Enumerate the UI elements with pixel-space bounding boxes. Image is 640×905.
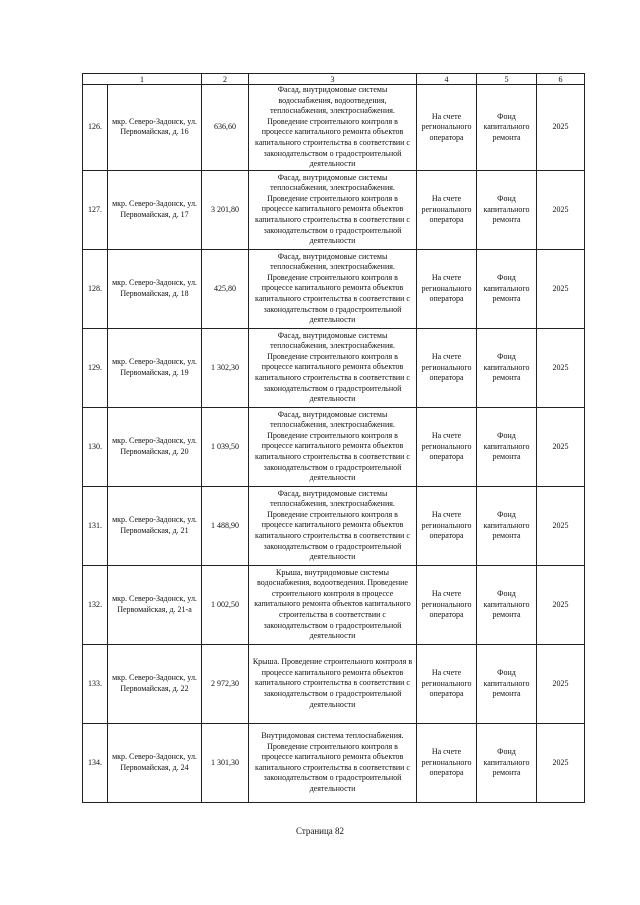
table-row xyxy=(83,486,585,565)
column-header-5: 5 xyxy=(477,74,537,85)
row-account: На счете регионального оператора xyxy=(417,407,477,486)
row-year: 2025 xyxy=(537,328,585,407)
repair-program-table xyxy=(82,73,585,803)
row-account: На счете регионального оператора xyxy=(417,249,477,328)
column-header-1: 1 xyxy=(83,74,202,85)
row-year: 2025 xyxy=(537,249,585,328)
row-area: 3 201,80 xyxy=(202,170,249,249)
row-area: 1 301,30 xyxy=(202,723,249,802)
row-year: 2025 xyxy=(537,723,585,802)
row-works: Крыша, внутридомовые системы водоснабжения, водоотведения. Проведение строительного контроля в процессе капитального ремонта объектов капитального строительства в соответствии с законодательством о градостроительной деятельности xyxy=(249,565,417,644)
row-fund: Фонд капитального ремонта xyxy=(477,249,537,328)
row-fund: Фонд капитального ремонта xyxy=(477,565,537,644)
row-area: 1 488,90 xyxy=(202,486,249,565)
row-works: Внутридомовая система теплоснабжения. Проведение строительного контроля в процессе капитального ремонта объектов капитального строительства в соответствии с законодательством о градостроительной деятельности xyxy=(249,723,417,802)
row-works: Фасад, внутридомовые системы теплоснабжения, электроснабжения. Проведение строительного контроля в процессе капитального ремонта объектов капитального строительства в соответствии с законодательством о градостроительной деятельности xyxy=(249,170,417,249)
row-fund: Фонд капитального ремонта xyxy=(477,407,537,486)
row-account: На счете регионального оператора xyxy=(417,328,477,407)
row-year: 2025 xyxy=(537,565,585,644)
row-area: 1 302,30 xyxy=(202,328,249,407)
row-account: На счете регионального оператора xyxy=(417,644,477,723)
row-number: 129. xyxy=(83,328,108,407)
row-address: мкр. Северо-Задонск, ул. Первомайская, д. 20 xyxy=(108,407,202,486)
row-number: 132. xyxy=(83,565,108,644)
row-year: 2025 xyxy=(537,486,585,565)
row-address: мкр. Северо-Задонск, ул. Первомайская, д. 21 xyxy=(108,486,202,565)
row-number: 130. xyxy=(83,407,108,486)
row-number: 127. xyxy=(83,170,108,249)
table-row xyxy=(83,328,585,407)
row-address: мкр. Северо-Задонск, ул. Первомайская, д. 19 xyxy=(108,328,202,407)
row-address: мкр. Северо-Задонск, ул. Первомайская, д. 24 xyxy=(108,723,202,802)
row-year: 2025 xyxy=(537,85,585,171)
row-number: 134. xyxy=(83,723,108,802)
column-header-6: 6 xyxy=(537,74,585,85)
row-year: 2025 xyxy=(537,407,585,486)
row-works: Крыша. Проведение строительного контроля в процессе капитального ремонта объектов капитального строительства в соответствии с законодательством о градостроительной деятельности xyxy=(249,644,417,723)
row-fund: Фонд капитального ремонта xyxy=(477,644,537,723)
row-address: мкр. Северо-Задонск, ул. Первомайская, д. 22 xyxy=(108,644,202,723)
row-works: Фасад, внутридомовые системы водоснабжения, водоотведения, теплоснабжения, электроснабжения. Проведение строительного контроля в процессе капитального ремонта объектов капитального строительства в соответствии с законодательством о градостроительной деятельности xyxy=(249,85,417,171)
row-account: На счете регионального оператора xyxy=(417,723,477,802)
row-year: 2025 xyxy=(537,170,585,249)
row-fund: Фонд капитального ремонта xyxy=(477,328,537,407)
row-account: На счете регионального оператора xyxy=(417,486,477,565)
table-row xyxy=(83,249,585,328)
column-header-4: 4 xyxy=(417,74,477,85)
row-area: 1 039,50 xyxy=(202,407,249,486)
row-account: На счете регионального оператора xyxy=(417,170,477,249)
row-area: 2 972,30 xyxy=(202,644,249,723)
row-area: 425,80 xyxy=(202,249,249,328)
table-row xyxy=(83,170,585,249)
table-row xyxy=(83,85,585,171)
row-account: На счете регионального оператора xyxy=(417,565,477,644)
row-number: 128. xyxy=(83,249,108,328)
row-area: 636,60 xyxy=(202,85,249,171)
column-header-3: 3 xyxy=(249,74,417,85)
table-row xyxy=(83,644,585,723)
row-works: Фасад, внутридомовые системы теплоснабжения, электроснабжения. Проведение строительного контроля в процессе капитального ремонта объектов капитального строительства в соответствии с законодательством о градостроительной деятельности xyxy=(249,407,417,486)
row-fund: Фонд капитального ремонта xyxy=(477,723,537,802)
row-works: Фасад, внутридомовые системы теплоснабжения, электроснабжения. Проведение строительного контроля в процессе капитального ремонта объектов капитального строительства в соответствии с законодательством о градостроительной деятельности xyxy=(249,486,417,565)
row-works: Фасад, внутридомовые системы теплоснабжения, электроснабжения. Проведение строительного контроля в процессе капитального ремонта объектов капитального строительства в соответствии с законодательством о градостроительной деятельности xyxy=(249,328,417,407)
row-fund: Фонд капитального ремонта xyxy=(477,486,537,565)
table-row xyxy=(83,723,585,802)
row-address: мкр. Северо-Задонск, ул. Первомайская, д. 21-а xyxy=(108,565,202,644)
row-address: мкр. Северо-Задонск, ул. Первомайская, д. 16 xyxy=(108,85,202,171)
row-area: 1 002,50 xyxy=(202,565,249,644)
row-address: мкр. Северо-Задонск, ул. Первомайская, д. 18 xyxy=(108,249,202,328)
row-number: 133. xyxy=(83,644,108,723)
header-row xyxy=(83,74,585,85)
row-address: мкр. Северо-Задонск, ул. Первомайская, д. 17 xyxy=(108,170,202,249)
page-number: Страница 82 xyxy=(295,826,345,836)
row-fund: Фонд капитального ремонта xyxy=(477,170,537,249)
row-year: 2025 xyxy=(537,644,585,723)
row-works: Фасад, внутридомовые системы теплоснабжения, электроснабжения. Проведение строительного контроля в процессе капитального ремонта объектов капитального строительства в соответствии с законодательством о градостроительной деятельности xyxy=(249,249,417,328)
row-fund: Фонд капитального ремонта xyxy=(477,85,537,171)
table-row xyxy=(83,565,585,644)
row-account: На счете регионального оператора xyxy=(417,85,477,171)
column-header-2: 2 xyxy=(202,74,249,85)
row-number: 131. xyxy=(83,486,108,565)
table-row xyxy=(83,407,585,486)
row-number: 126. xyxy=(83,85,108,171)
